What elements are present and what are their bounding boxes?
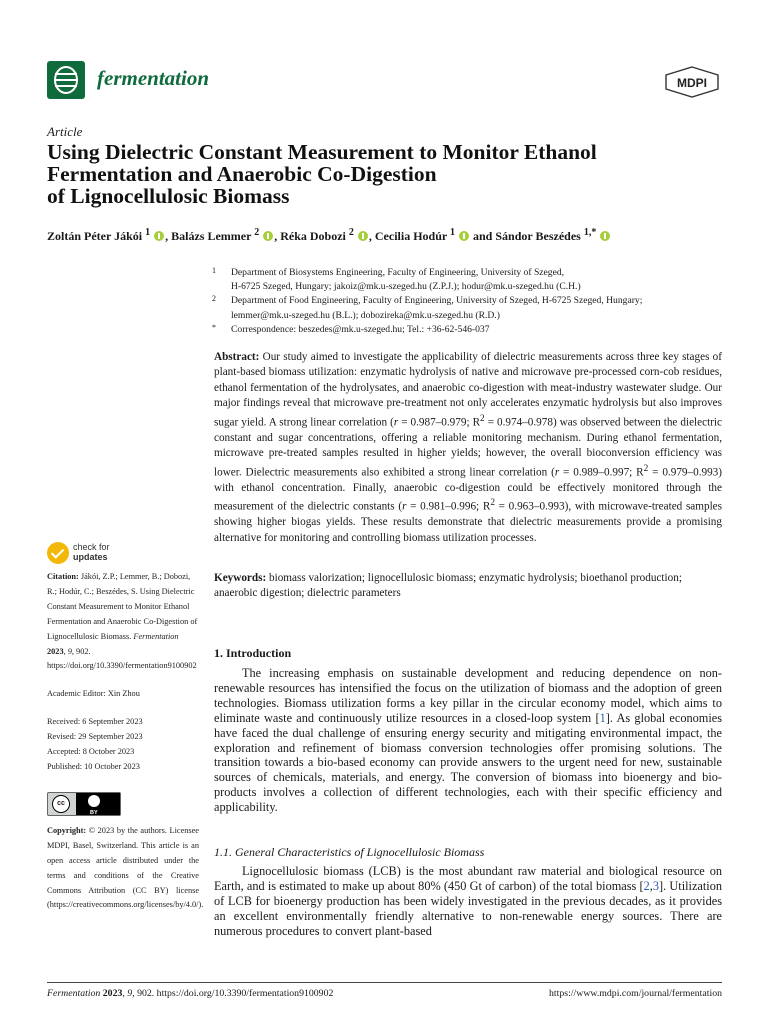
date-published: Published: 10 October 2023: [47, 761, 140, 771]
academic-editor: Academic Editor: Xin Zhou: [47, 689, 140, 699]
affiliation-line: Department of Food Engineering, Faculty of Engineering, University of Szeged, H-6725 Szeged, Hungary;: [231, 295, 643, 307]
article-title: [47, 141, 727, 207]
affiliation-item: 2 Department of Food Engineering, Faculty of Engineering, University of Szeged, H-6725 Szeged, Hungary; lemmer@mk.u-szeged.hu (B.L.); dobozireka@mk.u-szeged.hu (R.D.): [212, 294, 732, 322]
title-line: Using Dielectric Constant Measurement to Monitor Ethanol: [47, 140, 597, 164]
author-list: Zoltán Péter Jákói $^1$ , Balázs Lemmer $^2$ , Réka Dobozi $^2$ , Cecilia Hodúr $^1$ and Sándor Beszédes $^{1,*}$: [47, 227, 737, 244]
body-paragraph: Lignocellulosic biomass (LCB) is the most abundant raw material and biological resource on Earth, and is estimated to make up about 80% (450 Gt of carbon) of the total biomass [2,3]. Utilization of LCB for bioenergy production has been widely investigated in the previous decades, as it provides an excellent environmentally friendly alternative to non-renewable energy sources. There are numerous procedures to convert plant-based: [214, 864, 722, 938]
check-updates-label: check for updates: [73, 542, 110, 562]
publisher-logo-icon: [664, 66, 720, 98]
author-and: and: [473, 229, 493, 243]
abstract-label: Abstract:: [214, 351, 260, 363]
cc-by-license-badge[interactable]: [47, 792, 121, 816]
keywords: [214, 571, 722, 602]
publisher-name: MDPI: [677, 76, 707, 90]
author-name: Sándor Beszédes: [495, 229, 581, 243]
subsection-heading: 1.1. General Characteristics of Lignocellulosic Biomass: [214, 845, 485, 859]
check-for-updates-button[interactable]: [47, 540, 167, 568]
date-revised: Revised: 29 September 2023: [47, 732, 143, 742]
copyright: Copyright: © 2023 by the authors. Licensee MDPI, Basel, Switzerland. This article is an open access article distributed under the terms and conditions of the Creative Commons Attribution (CC BY) license (https://creativecommons.org/licenses/by/4.0/).: [47, 825, 204, 910]
footer-citation: Fermentation 2023, 9, 902. https://doi.org/10.3390/fermentation9100902: [47, 988, 334, 999]
author-name: Réka Dobozi: [280, 229, 346, 243]
check-updates-icon: [47, 542, 69, 564]
creative-commons-icon: cc: [52, 795, 70, 813]
author-affiliation-mark: 2: [254, 227, 260, 238]
orcid-icon[interactable]: [600, 231, 610, 241]
author-name: Cecilia Hodúr: [374, 229, 447, 243]
article-type: Article: [47, 124, 83, 139]
journal-logo-icon: [47, 61, 85, 99]
sidebar: [47, 570, 204, 913]
author-affiliation-mark: 1,*: [583, 227, 597, 238]
orcid-icon[interactable]: [154, 231, 164, 241]
citation-link[interactable]: 3: [652, 878, 660, 893]
author-affiliation-mark: 2: [348, 227, 354, 238]
correspondence-line: Correspondence: beszedes@mk.u-szeged.hu; Tel.: +36-62-546-037: [231, 323, 490, 335]
by-label: BY: [90, 809, 98, 816]
footer-divider: [47, 982, 722, 983]
citation-link[interactable]: 2: [643, 878, 650, 893]
orcid-icon[interactable]: [358, 231, 368, 241]
keywords-label: Keywords:: [214, 572, 267, 584]
section-heading: 1. Introduction: [214, 646, 292, 660]
author-affiliation-mark: 1: [145, 227, 151, 238]
title-line: Fermentation and Anaerobic Co-Digestion: [47, 162, 437, 186]
author-name: Balázs Lemmer: [171, 229, 252, 243]
correspondence: * Correspondence: beszedes@mk.u-szeged.hu; Tel.: +36-62-546-037: [212, 323, 732, 337]
affiliation-item: 1 Department of Biosystems Engineering, Faculty of Engineering, University of Szeged, H-6725 Szeged, Hungary; jakoiz@mk.u-szeged.hu (Z.P.J.); hodur@mk.u-szeged.hu (C.H.): [212, 266, 732, 294]
citation-label: Citation:: [47, 572, 79, 581]
author-name: Zoltán Péter Jákói: [47, 229, 143, 243]
author-affiliation-mark: 1: [450, 227, 455, 238]
title-line: of Lignocellulosic Biomass: [47, 184, 290, 208]
abstract: Abstract: Our study aimed to investigate the applicability of dielectric measurements across three key stages of plant-based biomass utilization: enzymatic hydrolysis of native and microwave pre-processed corn-cob residues, ethanol fermentation of the hydrolysates, and anaerobic co-digestion with meat-industry wastewater sludge. Our major findings reveal that microwave pre-treatment not only accelerates enzymatic hydrolysis but also improves sugar yield. A strong linear correlation (r = 0.987–0.979; $R^2 = 0.974-0.978$) was observed between the dielectric constant and sugar concentrations, offering a reliable monitoring mechanism. During ethanol fermentation, microwave pre-treated samples resulted in higher yields; however, the overall bioconversion efficiency was lower. Dielectric measurements also exhibited a strong linear correlation (r = 0.989–0.997; $R^2 = 0.979-0.993$) with ethanol concentration. Finally, anaerobic co-digestion could be effectively monitored through the measurement of the dielectric constants (r = 0.981–0.996; $R^2 = 0.963-0.993$), with microwave-treated samples showing higher biogas yields. These results demonstrate that dielectric measurements provide a promising alternative for monitoring and controlling biomass utilization processes.: [214, 351, 722, 544]
citation-link[interactable]: 1: [599, 710, 606, 725]
journal-name: fermentation: [97, 66, 210, 90]
date-received: Received: 6 September 2023: [47, 717, 143, 727]
copyright-label: Copyright:: [47, 825, 87, 835]
date-accepted: Accepted: 8 October 2023: [47, 747, 135, 757]
orcid-icon[interactable]: [263, 231, 273, 241]
footer-journal-url[interactable]: https://www.mdpi.com/journal/fermentation: [549, 988, 722, 999]
keywords-text: biomass valorization; lignocellulosic biomass; enzymatic hydrolysis; bioethanol production; anaerobic digestion; dielectric parameters: [214, 572, 682, 600]
orcid-icon[interactable]: [459, 231, 469, 241]
body-paragraph: The increasing emphasis on sustainable development and reducing dependence on non-renewable resources has intensified the focus on the utilization of biomass and the adoption of green technologies. Biomass utilization forms a key pillar in the circular economy model, which aims to eliminate waste and continuously utilize resources in a closed-loop system [1]. As global economies have faced the dual challenge of ensuring energy security and mitigating environmental impact, the exploration and refinement of biomass conversion technologies offer promising solutions. The transition towards a bio-based economy can provide answers to the urgent need for new, sustainable sources of chemicals, materials, and energy. The conversion of biomass into bioenergy and bio-products involves a collection of different technologies, each with their specific efficiency and applicability.: [214, 666, 723, 815]
affiliations: [212, 266, 732, 337]
affiliation-line: Department of Biosystems Engineering, Faculty of Engineering, University of Szeged,: [231, 267, 565, 278]
publication-dates: [47, 715, 199, 775]
affiliation-line: H-6725 Szeged, Hungary; jakoiz@mk.u-szeged.hu (Z.P.J.); hodur@mk.u-szeged.hu (C.H.): [231, 281, 581, 293]
citation: Citation: Jákói, Z.P.; Lemmer, B.; Dobozi, R.; Hodúr, C.; Beszédes, S. Using Dielectric Constant Measurement to Monitor Ethanol Fermentation and Anaerobic Co-Digestion of Lignocellulosic Biomass. Fermentation 2023, 9, 902. https://doi.org/10.3390/fermentation9100902: [47, 572, 198, 671]
affiliation-line: lemmer@mk.u-szeged.hu (B.L.); dobozireka@mk.u-szeged.hu (R.D.): [231, 309, 500, 321]
